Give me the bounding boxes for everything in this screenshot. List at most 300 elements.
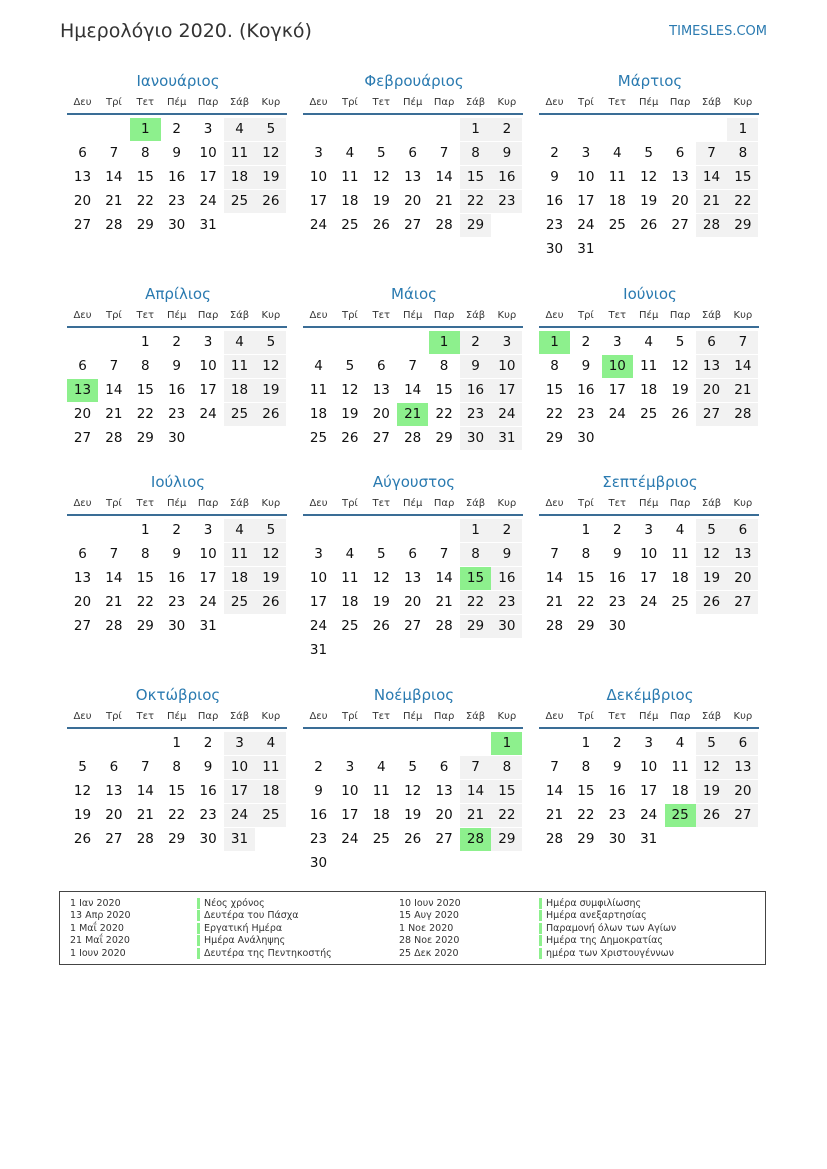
day-cell: 7 [460, 756, 491, 779]
weekday-label: Τετ [136, 711, 155, 722]
day-cell: 13 [435, 783, 453, 799]
day-cell: 3 [203, 522, 213, 538]
day-cell: 24 [199, 406, 217, 422]
header-rule [539, 326, 759, 328]
day-cell: 3 [644, 735, 653, 751]
day-cell: 24 [199, 193, 217, 209]
day-cell: 2 [460, 331, 491, 354]
day-cell: 14 [105, 570, 123, 586]
day-cell: 8 [141, 145, 150, 161]
day-cell: 7 [696, 142, 727, 165]
weekday-label: Δευ [545, 498, 564, 509]
day-cell: 21 [460, 804, 491, 827]
day-cell: 12 [696, 756, 727, 779]
day-cell: 2 [172, 121, 181, 137]
day-cell: 4 [377, 759, 386, 775]
day-cell: 15 [435, 382, 453, 398]
day-cell: 16 [608, 570, 626, 586]
day-cell: 11 [341, 570, 359, 586]
weekday-label: Δευ [73, 310, 92, 321]
weekday-label: Τετ [608, 711, 627, 722]
weekday-label: Τρί [577, 97, 594, 108]
day-cell: 21 [696, 190, 727, 213]
month-name: Μάιος [391, 285, 437, 303]
day-cell: 25 [309, 430, 328, 446]
weekday-label: Παρ [669, 498, 691, 509]
day-cell: 12 [404, 783, 422, 799]
weekday-label: Τετ [372, 310, 391, 321]
day-cell: 1 [141, 334, 150, 350]
weekday-label: Τρί [577, 711, 594, 722]
weekday-label: Τρί [341, 97, 358, 108]
day-cell: 20 [404, 594, 422, 610]
day-cell: 14 [545, 570, 564, 586]
day-cell: 22 [577, 807, 595, 823]
day-cell: 9 [581, 358, 591, 374]
day-cell: 21 [727, 379, 758, 402]
day-cell: 12 [73, 783, 92, 799]
weekday-label: Τρί [105, 711, 122, 722]
weekday-label: Σάβ [229, 498, 250, 509]
day-cell: 9 [491, 142, 522, 165]
holiday-name: ημέρα των Χριστουγέννων [539, 948, 674, 959]
day-cell: 19 [255, 567, 286, 590]
weekday-label: Παρ [197, 97, 219, 108]
day-cell: 8 [141, 546, 150, 562]
day-cell: 23 [309, 831, 328, 847]
day-cell: 14 [136, 783, 154, 799]
day-cell: 23 [545, 217, 564, 233]
day-cell: 27 [696, 403, 727, 426]
day-cell: 2 [172, 522, 181, 538]
weekday-label: Κυρ [261, 711, 281, 722]
site-link[interactable]: TIMESLES.COM [669, 24, 767, 39]
day-cell: 11 [341, 169, 359, 185]
day-cell: 2 [613, 735, 622, 751]
day-cell: 24 [640, 807, 658, 823]
day-cell: 14 [404, 382, 422, 398]
holiday-name: Ημέρα συμφιλίωσης [539, 898, 641, 909]
day-cell: 9 [172, 145, 181, 161]
day-cell: 20 [73, 193, 92, 209]
weekday-label: Τρί [577, 498, 594, 509]
day-cell: 23 [168, 193, 186, 209]
day-cell: 1 [172, 735, 181, 751]
weekday-label: Τετ [136, 97, 155, 108]
holiday-date: 10 Ιουν 2020 [399, 898, 461, 909]
day-cell: 14 [727, 355, 758, 378]
day-cell: 15 [545, 382, 564, 398]
day-cell: 16 [545, 193, 564, 209]
weekday-label: Σάβ [465, 711, 486, 722]
day-cell: 24 [309, 217, 328, 233]
day-cell: 5 [78, 759, 87, 775]
day-cell: 13 [727, 543, 758, 566]
day-cell: 20 [372, 406, 390, 422]
day-cell: 19 [372, 193, 390, 209]
day-cell: 13 [73, 169, 92, 185]
day-cell: 31 [309, 642, 328, 658]
day-cell: 28 [545, 618, 564, 634]
weekday-label: Δευ [545, 711, 564, 722]
day-cell: 28 [696, 214, 727, 237]
day-cell: 21 [435, 193, 453, 209]
day-cell: 13 [671, 169, 689, 185]
weekday-label: Κυρ [497, 310, 517, 321]
weekday-label: Κυρ [733, 498, 753, 509]
weekday-label: Δευ [73, 498, 92, 509]
day-cell: 5 [255, 118, 286, 141]
day-cell: 29 [577, 831, 595, 847]
day-cell: 9 [314, 783, 323, 799]
day-cell: 20 [671, 193, 689, 209]
day-cell: 23 [460, 403, 491, 426]
month-name: Απρίλιος [145, 285, 211, 303]
weekday-label: Δευ [545, 97, 564, 108]
day-cell: 12 [255, 355, 286, 378]
weekday-label: Τετ [136, 498, 155, 509]
day-cell: 5 [696, 519, 727, 542]
month-name: Ιούλιος [150, 473, 206, 491]
day-cell: 15 [460, 166, 491, 189]
weekday-label: Σάβ [229, 310, 250, 321]
day-cell: 21 [105, 594, 123, 610]
day-cell: 4 [345, 546, 355, 562]
day-cell: 28 [435, 217, 453, 233]
holiday-name: Ημέρα ανεξαρτησίας [539, 910, 647, 921]
day-cell: 1 [727, 118, 758, 141]
day-cell: 9 [613, 546, 622, 562]
day-cell: 22 [435, 406, 453, 422]
day-cell: 21 [545, 807, 564, 823]
day-cell: 23 [168, 406, 186, 422]
day-cell: 31 [577, 241, 595, 257]
day-cell: 12 [255, 142, 286, 165]
weekday-label: Σάβ [465, 310, 486, 321]
day-cell: 12 [696, 543, 727, 566]
holiday-day-cell: 1 [429, 331, 460, 354]
holiday-name: Νέος χρόνος [197, 898, 265, 909]
holiday-date: 1 Ιαν 2020 [70, 898, 121, 909]
day-cell: 18 [372, 807, 390, 823]
weekday-label: Κυρ [497, 498, 517, 509]
holiday-day-cell: 28 [460, 828, 491, 851]
holiday-day-cell: 10 [602, 355, 633, 378]
day-cell: 28 [105, 618, 123, 634]
day-cell: 26 [671, 406, 689, 422]
day-cell: 3 [644, 522, 653, 538]
weekday-label: Πέμ [639, 711, 659, 722]
weekday-label: Σάβ [229, 97, 250, 108]
weekday-label: Τρί [105, 310, 122, 321]
weekday-label: Κυρ [733, 711, 753, 722]
weekday-label: Σάβ [701, 498, 722, 509]
holiday-day-cell: 13 [67, 379, 98, 402]
day-cell: 16 [168, 382, 186, 398]
day-cell: 21 [435, 594, 453, 610]
holiday-name: Παραμονή όλων των Αγίων [539, 923, 676, 934]
day-cell: 20 [404, 193, 422, 209]
day-cell: 24 [309, 618, 328, 634]
day-cell: 9 [460, 355, 491, 378]
day-cell: 29 [136, 430, 154, 446]
weekday-label: Κυρ [733, 310, 753, 321]
day-cell: 4 [314, 358, 323, 374]
day-cell: 18 [671, 570, 689, 586]
header-rule [303, 514, 523, 516]
day-cell: 28 [435, 618, 453, 634]
holiday-date: 28 Νοε 2020 [399, 935, 460, 947]
day-cell: 4 [224, 331, 255, 354]
day-cell: 8 [581, 546, 591, 562]
day-cell: 7 [109, 145, 119, 161]
day-cell: 17 [640, 783, 658, 799]
day-cell: 10 [640, 759, 658, 775]
day-cell: 27 [73, 430, 92, 446]
day-cell: 30 [491, 615, 522, 638]
day-cell: 22 [491, 804, 522, 827]
day-cell: 18 [640, 382, 658, 398]
day-cell: 22 [460, 190, 491, 213]
day-cell: 28 [545, 831, 564, 847]
day-cell: 25 [224, 190, 255, 213]
day-cell: 2 [314, 759, 323, 775]
day-cell: 25 [640, 406, 658, 422]
holiday-day-cell: 1 [130, 118, 161, 141]
day-cell: 18 [608, 193, 626, 209]
month-name: Μάρτιος [617, 72, 683, 90]
day-cell: 9 [491, 543, 522, 566]
day-cell: 16 [608, 783, 626, 799]
day-cell: 7 [439, 145, 449, 161]
day-cell: 31 [491, 427, 522, 450]
day-cell: 28 [105, 217, 123, 233]
day-cell: 19 [255, 166, 286, 189]
day-cell: 10 [491, 355, 522, 378]
day-cell: 2 [550, 145, 559, 161]
day-cell: 23 [491, 190, 522, 213]
weekday-label: Παρ [433, 97, 455, 108]
weekday-label: Τετ [608, 97, 627, 108]
day-cell: 26 [255, 403, 286, 426]
day-cell: 25 [255, 804, 286, 827]
day-cell: 19 [640, 193, 658, 209]
day-cell: 14 [460, 780, 491, 803]
weekday-label: Τρί [341, 310, 358, 321]
day-cell: 4 [675, 522, 685, 538]
day-cell: 25 [608, 217, 626, 233]
day-cell: 14 [105, 382, 123, 398]
day-cell: 2 [172, 334, 181, 350]
day-cell: 21 [105, 406, 123, 422]
weekday-label: Κυρ [497, 711, 517, 722]
day-cell: 29 [136, 618, 154, 634]
weekday-label: Πέμ [639, 498, 659, 509]
month-name: Οκτώβριος [135, 686, 221, 704]
day-cell: 18 [309, 406, 328, 422]
day-cell: 15 [491, 780, 522, 803]
day-cell: 11 [224, 355, 255, 378]
day-cell: 30 [199, 831, 217, 847]
day-cell: 16 [309, 807, 328, 823]
day-cell: 26 [696, 804, 727, 827]
day-cell: 3 [203, 121, 213, 137]
day-cell: 7 [550, 759, 559, 775]
day-cell: 27 [727, 804, 758, 827]
day-cell: 2 [203, 735, 213, 751]
header-rule [67, 727, 287, 729]
holiday-date: 1 Νοε 2020 [399, 922, 454, 934]
day-cell: 29 [491, 828, 522, 851]
day-cell: 3 [203, 334, 213, 350]
holiday-day-cell: 1 [539, 331, 570, 354]
holiday-date: 13 Απρ 2020 [70, 910, 131, 922]
day-cell: 19 [372, 594, 390, 610]
day-cell: 24 [608, 406, 626, 422]
day-cell: 2 [613, 522, 622, 538]
holiday-day-cell: 1 [491, 732, 522, 755]
day-cell: 17 [199, 169, 217, 185]
header-rule [539, 113, 759, 115]
weekday-label: Παρ [433, 310, 455, 321]
day-cell: 11 [671, 546, 689, 562]
day-cell: 28 [404, 430, 422, 446]
day-cell: 16 [577, 382, 595, 398]
day-cell: 26 [696, 591, 727, 614]
month-name: Σεπτέμβριος [602, 473, 698, 491]
holiday-name: Ημέρα Ανάληψης [197, 935, 285, 946]
weekday-label: Δευ [309, 711, 328, 722]
day-cell: 18 [224, 567, 255, 590]
day-cell: 23 [577, 406, 595, 422]
day-cell: 6 [696, 331, 727, 354]
day-cell: 11 [224, 543, 255, 566]
day-cell: 8 [581, 759, 591, 775]
weekday-label: Σάβ [465, 498, 486, 509]
day-cell: 14 [545, 783, 564, 799]
weekday-label: Πέμ [167, 498, 187, 509]
weekday-label: Πέμ [639, 310, 659, 321]
day-cell: 16 [168, 169, 186, 185]
day-cell: 26 [404, 831, 422, 847]
day-cell: 6 [78, 546, 87, 562]
day-cell: 31 [224, 828, 255, 851]
holiday-date: 1 Ιουν 2020 [70, 947, 126, 959]
holiday-date: 21 Μαΐ 2020 [70, 935, 130, 947]
day-cell: 29 [545, 430, 564, 446]
day-cell: 20 [435, 807, 453, 823]
weekday-label: Παρ [669, 310, 691, 321]
day-cell: 27 [404, 217, 422, 233]
day-cell: 27 [727, 591, 758, 614]
day-cell: 16 [168, 570, 186, 586]
day-cell: 23 [608, 807, 626, 823]
day-cell: 12 [255, 543, 286, 566]
day-cell: 6 [408, 546, 417, 562]
day-cell: 25 [372, 831, 390, 847]
day-cell: 8 [550, 358, 559, 374]
day-cell: 17 [640, 570, 658, 586]
day-cell: 29 [460, 214, 491, 237]
day-cell: 8 [727, 142, 758, 165]
day-cell: 19 [696, 780, 727, 803]
day-cell: 24 [341, 831, 359, 847]
day-cell: 23 [168, 594, 186, 610]
weekday-label: Παρ [669, 711, 691, 722]
day-cell: 18 [341, 594, 359, 610]
day-cell: 26 [73, 831, 92, 847]
day-cell: 6 [439, 759, 449, 775]
day-cell: 7 [408, 358, 417, 374]
weekday-label: Τετ [136, 310, 155, 321]
day-cell: 29 [168, 831, 186, 847]
holiday-day-cell: 25 [665, 804, 696, 827]
day-cell: 6 [78, 358, 87, 374]
day-cell: 13 [404, 570, 422, 586]
day-cell: 7 [727, 331, 758, 354]
day-cell: 8 [172, 759, 181, 775]
day-cell: 14 [435, 169, 453, 185]
day-cell: 22 [136, 594, 154, 610]
day-cell: 8 [460, 543, 491, 566]
day-cell: 27 [372, 430, 390, 446]
day-cell: 3 [345, 759, 355, 775]
weekday-label: Τετ [608, 498, 627, 509]
day-cell: 5 [408, 759, 417, 775]
day-cell: 24 [577, 217, 595, 233]
day-cell: 20 [727, 567, 758, 590]
day-cell: 1 [581, 522, 591, 538]
day-cell: 25 [224, 591, 255, 614]
weekday-label: Πέμ [639, 97, 659, 108]
day-cell: 12 [372, 169, 390, 185]
day-cell: 10 [199, 145, 217, 161]
day-cell: 12 [341, 382, 359, 398]
day-cell: 19 [73, 807, 92, 823]
weekday-label: Τρί [341, 498, 358, 509]
day-cell: 19 [255, 379, 286, 402]
weekday-label: Κυρ [261, 498, 281, 509]
day-cell: 18 [671, 783, 689, 799]
weekday-label: Πέμ [403, 97, 423, 108]
day-cell: 17 [577, 193, 595, 209]
weekday-label: Κυρ [261, 310, 281, 321]
weekday-label: Σάβ [465, 97, 486, 108]
header-rule [67, 326, 287, 328]
day-cell: 29 [577, 618, 595, 634]
month-name: Ιούνιος [623, 285, 677, 303]
day-cell: 25 [341, 618, 359, 634]
weekday-label: Σάβ [701, 310, 722, 321]
weekday-label: Τρί [577, 310, 594, 321]
day-cell: 4 [644, 334, 653, 350]
day-cell: 6 [408, 145, 417, 161]
day-cell: 5 [255, 331, 286, 354]
header-rule [67, 113, 287, 115]
weekday-label: Σάβ [701, 711, 722, 722]
day-cell: 26 [255, 591, 286, 614]
day-cell: 11 [255, 756, 286, 779]
weekday-label: Παρ [433, 498, 455, 509]
day-cell: 31 [640, 831, 658, 847]
day-cell: 26 [372, 217, 390, 233]
weekday-label: Παρ [197, 498, 219, 509]
day-cell: 17 [199, 382, 217, 398]
day-cell: 20 [73, 594, 92, 610]
day-cell: 26 [372, 618, 390, 634]
day-cell: 19 [696, 567, 727, 590]
day-cell: 4 [345, 145, 355, 161]
